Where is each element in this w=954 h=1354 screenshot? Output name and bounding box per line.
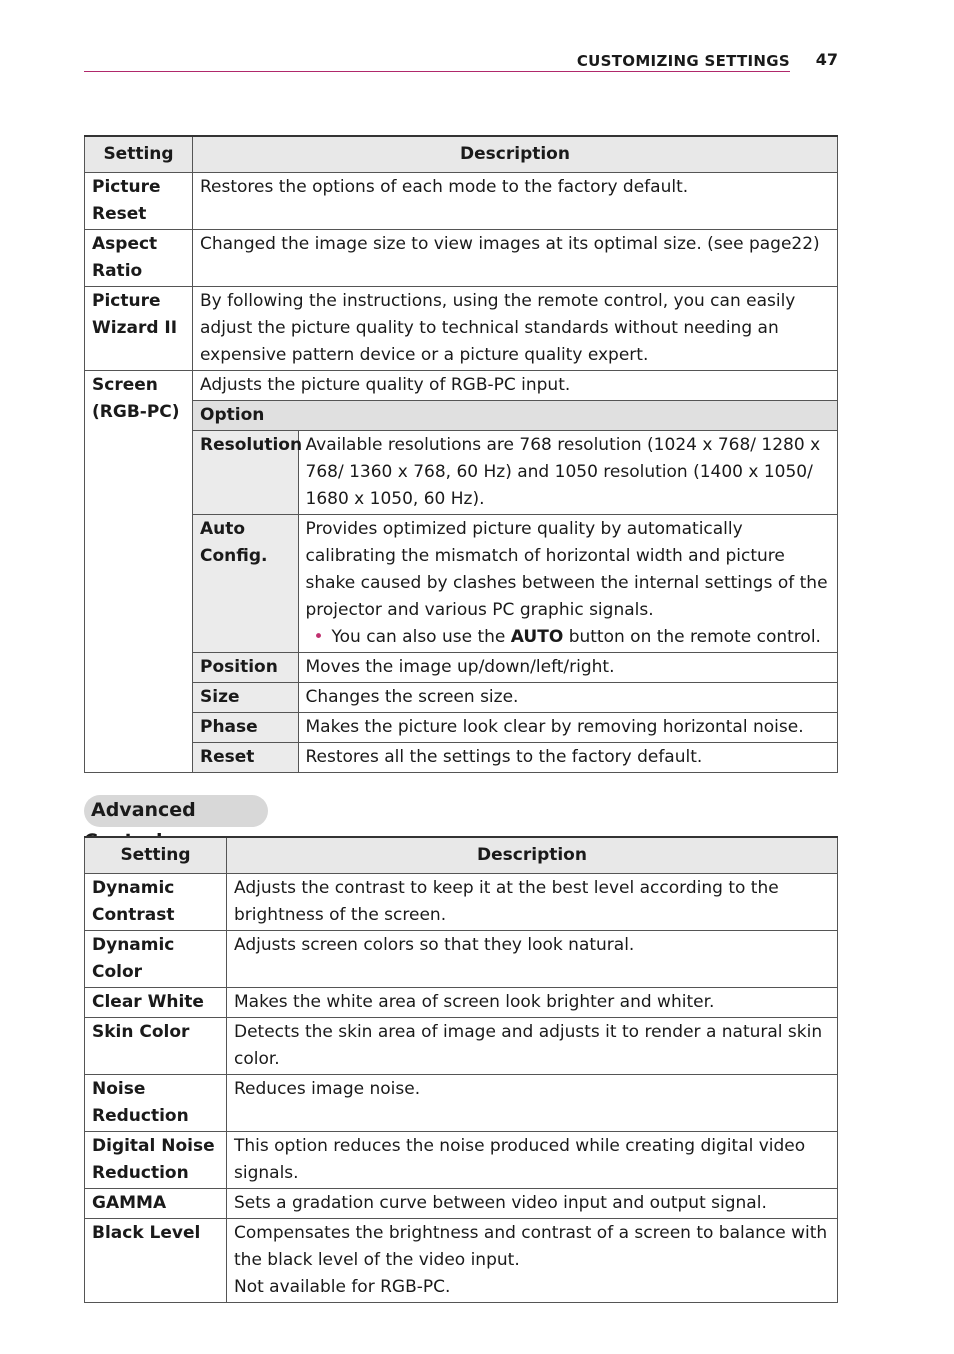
header-description: Description bbox=[227, 837, 838, 874]
table-row bbox=[85, 371, 838, 773]
option-label: Resolution bbox=[193, 431, 298, 515]
auto-button-name: AUTO bbox=[510, 627, 564, 647]
option-label: Reset bbox=[193, 743, 298, 773]
option-description: Moves the image up/down/left/right. bbox=[298, 653, 837, 683]
bullet-dot-icon: • bbox=[313, 627, 324, 647]
section-title: Advanced bbox=[84, 795, 268, 827]
option-header: Option bbox=[193, 401, 837, 431]
header-setting: Setting bbox=[85, 136, 193, 173]
table-row bbox=[85, 1132, 838, 1189]
screen-options-table bbox=[193, 371, 837, 772]
setting-name-line: Picture bbox=[92, 291, 161, 311]
table-row bbox=[85, 287, 838, 371]
description-note: Not available for RGB-PC. bbox=[234, 1277, 451, 1297]
setting-name-line: Ratio bbox=[92, 261, 143, 281]
option-label: Size bbox=[193, 683, 298, 713]
screen-intro-row bbox=[193, 371, 837, 401]
picture-settings-table bbox=[84, 135, 838, 773]
chapter-title: CUSTOMIZING SETTINGS bbox=[576, 52, 790, 70]
page-header bbox=[84, 48, 838, 74]
setting-name: Clear White bbox=[85, 988, 227, 1018]
option-row bbox=[193, 431, 837, 515]
header-rule bbox=[84, 71, 790, 72]
option-label: Position bbox=[193, 653, 298, 683]
setting-name-line: Picture bbox=[92, 177, 161, 197]
setting-name: Dynamic Color bbox=[85, 931, 227, 988]
option-row bbox=[193, 515, 837, 653]
setting-description: Adjusts screen colors so that they look natural. bbox=[227, 931, 838, 988]
setting-description bbox=[227, 1219, 838, 1303]
setting-name-line: Reset bbox=[92, 204, 147, 224]
setting-name: Noise Reduction bbox=[85, 1075, 227, 1132]
option-label: Auto Config. bbox=[193, 515, 298, 653]
table-row bbox=[85, 230, 838, 287]
setting-name: Dynamic Contrast bbox=[85, 874, 227, 931]
description-line: Compensates the brightness and contrast of a screen to balance with the black level of the video input. bbox=[234, 1223, 828, 1270]
table-row bbox=[85, 1018, 838, 1075]
option-row bbox=[193, 713, 837, 743]
setting-description: Reduces image noise. bbox=[227, 1075, 838, 1132]
advanced-control-table bbox=[84, 836, 838, 1303]
option-description: Changes the screen size. bbox=[298, 683, 837, 713]
setting-name bbox=[85, 287, 193, 371]
table-row bbox=[85, 931, 838, 988]
header-description: Description bbox=[193, 136, 838, 173]
setting-description: Changed the image size to view images at its optimal size. (see page22) bbox=[193, 230, 838, 287]
table-row bbox=[85, 1075, 838, 1132]
bullet-note bbox=[306, 624, 831, 651]
table-header-row bbox=[85, 136, 838, 173]
setting-name-line: Screen bbox=[92, 375, 158, 395]
table-row bbox=[85, 173, 838, 230]
setting-description: Detects the skin area of image and adjusts it to render a natural skin color. bbox=[227, 1018, 838, 1075]
option-description: Available resolutions are 768 resolution (1024 x 768/ 1280 x 768/ 1360 x 768, 60 Hz) and 1050 resolution (1400 x 1050/ 1680 x 1050, 60 Hz). bbox=[298, 431, 837, 515]
note-text: You can also use the bbox=[331, 627, 506, 647]
table-row bbox=[85, 1219, 838, 1303]
table-row bbox=[85, 874, 838, 931]
setting-name: Digital Noise Reduction bbox=[85, 1132, 227, 1189]
option-label: Phase bbox=[193, 713, 298, 743]
header-setting: Setting bbox=[85, 837, 227, 874]
setting-description: This option reduces the noise produced while creating digital video signals. bbox=[227, 1132, 838, 1189]
option-row bbox=[193, 743, 837, 773]
table-row bbox=[85, 1189, 838, 1219]
screen-options-cell bbox=[193, 371, 838, 773]
option-description: Restores all the settings to the factory default. bbox=[298, 743, 837, 773]
setting-name: Black Level bbox=[85, 1219, 227, 1303]
setting-name bbox=[85, 230, 193, 287]
setting-name-line: (RGB-PC) bbox=[92, 402, 180, 422]
setting-name: Skin Color bbox=[85, 1018, 227, 1075]
page-number: 47 bbox=[815, 50, 838, 69]
setting-name: GAMMA bbox=[85, 1189, 227, 1219]
option-header-row bbox=[193, 401, 837, 431]
setting-name bbox=[85, 173, 193, 230]
setting-description: Adjusts the picture quality of RGB-PC input. bbox=[200, 375, 571, 395]
option-description: Makes the picture look clear by removing horizontal noise. bbox=[298, 713, 837, 743]
setting-name-line: Wizard II bbox=[92, 318, 178, 338]
table-header-row bbox=[85, 837, 838, 874]
option-row bbox=[193, 683, 837, 713]
setting-name-line: Aspect bbox=[92, 234, 158, 254]
setting-description: Restores the options of each mode to the factory default. bbox=[193, 173, 838, 230]
setting-name bbox=[85, 371, 193, 773]
option-row bbox=[193, 653, 837, 683]
option-description bbox=[298, 515, 837, 653]
table-row bbox=[85, 988, 838, 1018]
note-text: button on the remote control. bbox=[568, 627, 821, 647]
setting-description: Adjusts the contrast to keep it at the best level according to the brightness of the screen. bbox=[227, 874, 838, 931]
setting-description: Sets a gradation curve between video input and output signal. bbox=[227, 1189, 838, 1219]
auto-config-text: Provides optimized picture quality by automatically calibrating the mismatch of horizontal width and picture shake caused by clashes between the internal settings of the projector and various PC graphic signals. bbox=[305, 519, 828, 620]
setting-description: By following the instructions, using the remote control, you can easily adjust the picture quality to technical standards without needing an expensive pattern device or a picture quality expert. bbox=[193, 287, 838, 371]
setting-description: Makes the white area of screen look brighter and whiter. bbox=[227, 988, 838, 1018]
